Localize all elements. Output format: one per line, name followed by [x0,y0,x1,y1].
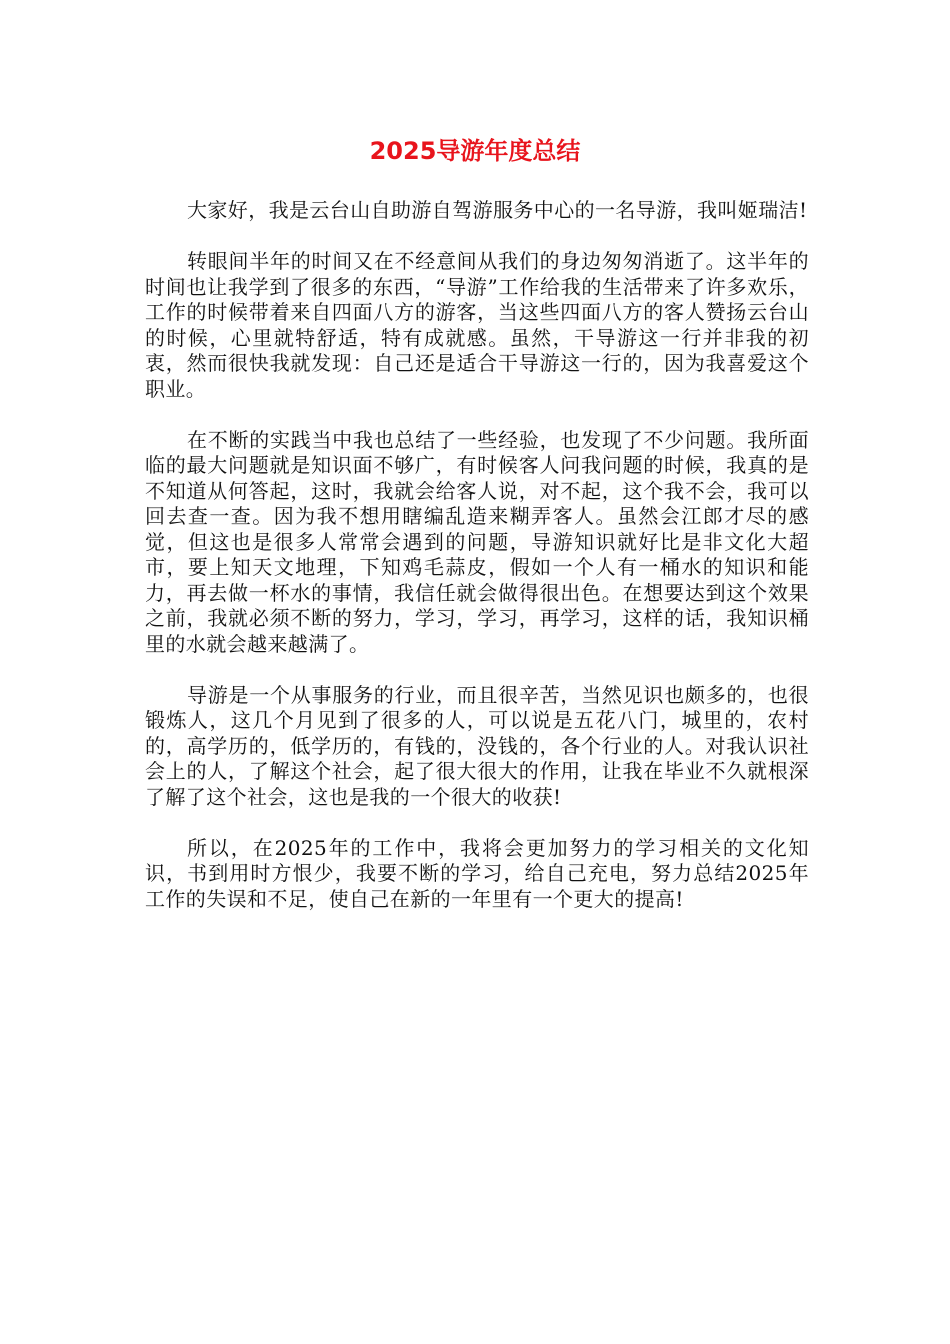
document-body [145,198,809,938]
paragraph-half-year: 转眼间半年的时间又在不经意间从我们的身边匆匆消逝了。这半年的时间也让我学到了很多的东西，“导游”工作给我的生活带来了许多欢乐，工作的时候带着来自四面八方的游客，当这些四面八方的客人赞扬云台山的时候，心里就特舒适，特有成就感。虽然，干导游这一行并非我的初衷，然而很快我就发现：自己还是适合干导游这一行的，因为我喜爱这个职业。 [145,249,809,401]
paragraph-greeting: 大家好，我是云台山自助游自驾游服务中心的一名导游，我叫姬瑞洁! [187,198,808,222]
paragraph-experience: 在不断的实践当中我也总结了一些经验，也发现了不少问题。我所面临的最大问题就是知识面不够广，有时候客人问我问题的时候，我真的是不知道从何答起，这时，我就会给客人说，对不起，这个我不会，我可以回去查一查。因为我不想用瞎编乱造来糊弄客人。虽然会江郎才尽的感觉，但这也是很多人常常会遇到的问题，导游知识就好比是非文化大超市，要上知天文地理，下知鸡毛蒜皮，假如一个人有一桶水的知识和能力，再去做一杯水的事情，我信任就会做得很出色。在想要达到这个效果之前，我就必须不断的努力，学习，学习，再学习，这样的话，我知识桶里的水就会越来越满了。 [145,427,809,656]
document-title: 2025导游年度总结 [369,137,581,165]
paragraph-service-industry: 导游是一个从事服务的行业，而且很辛苦，当然见识也颇多的，也很锻炼人，这几个月见到了很多的人，可以说是五花八门，城里的，农村的，高学历的，低学历的，有钱的，没钱的，各个行业的人。对我认识社会上的人，了解这个社会，起了很大很大的作用，让我在毕业不久就根深了解了这个社会，这也是我的一个很大的收获! [145,682,809,809]
paragraph-conclusion: 所以，在2025年的工作中，我将会更加努力的学习相关的文化知识，书到用时方恨少，我要不断的学习，给自己充电，努力总结2025年工作的失误和不足，使自己在新的一年里有一个更大的提高! [145,835,809,911]
